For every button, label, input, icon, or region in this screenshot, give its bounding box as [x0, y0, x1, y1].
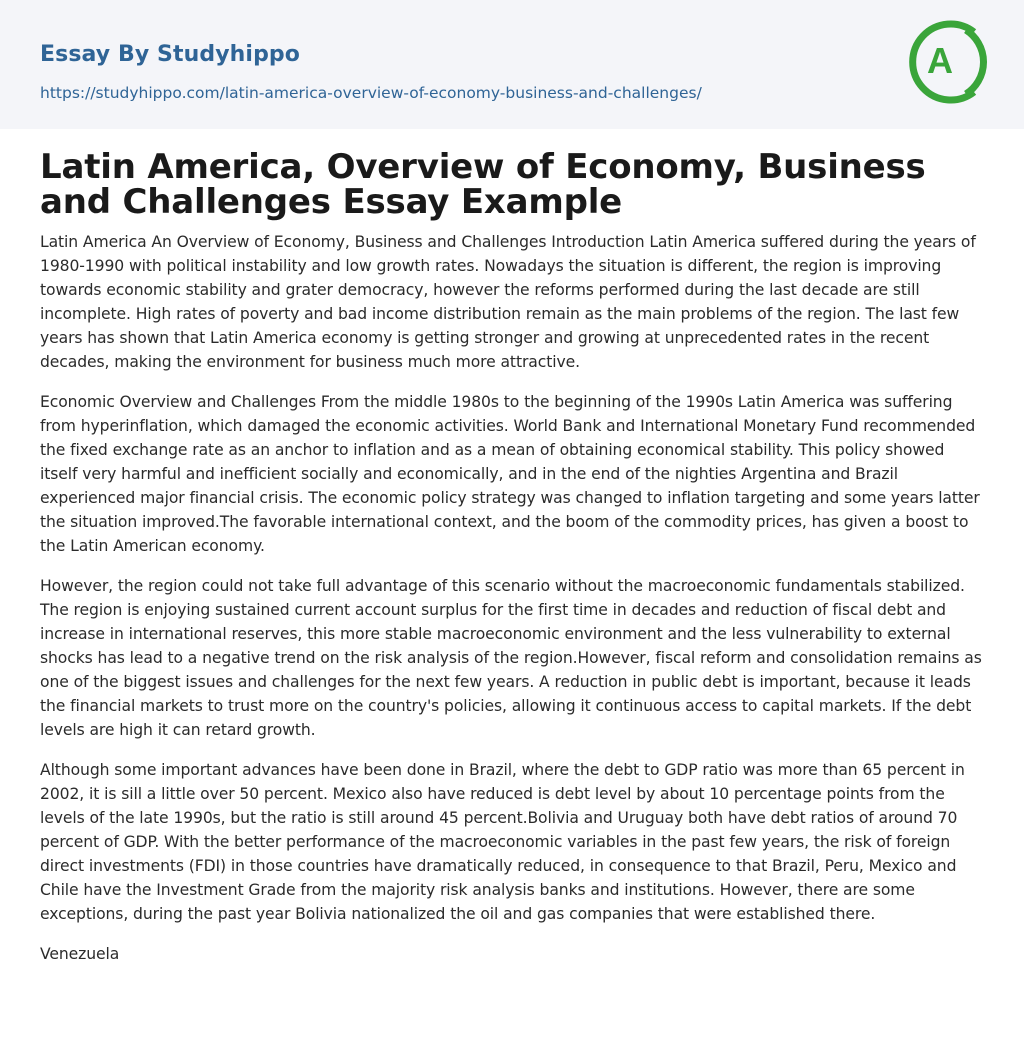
- paragraph: Economic Overview and Challenges From the middle 1980s to the beginning of the 1990s Latin America was suffering from hyperinflation, which damaged the economic activities. World Bank and International Monetary Fund recommended the fixed exchange rate as an anchor to inflation and as a mean of obtaining economical stability. This policy showed itself very harmful and inefficient socially and economically, and in the end of the nighties Argentina and Brazil experienced major financial crisis. The economic policy strategy was changed to inflation targeting and some years latter the situation improved.The favorable international context, and the boom of the commodity prices, has given a boost to the Latin American economy.: [40, 393, 980, 555]
- paragraph: Latin America An Overview of Economy, Business and Challenges Introduction Latin America suffered during the years of 1980-1990 with political instability and low growth rates. Nowadays the situation is different, the region is improving towards economic stability and grater democracy, however the reforms performed during the last decade are still incomplete. High rates of poverty and bad income distribution remain as the main problems of the region. The last few years has shown that Latin America economy is getting stronger and growing at unprecedented rates in the recent decades, making the environment for business much more attractive.: [40, 233, 976, 371]
- paragraph: However, the region could not take full advantage of this scenario without the macroeconomic fundamentals stabilized. The region is enjoying sustained current account surplus for the first time in decades and reduction of fiscal debt and increase in international reserves, this more stable macroeconomic environment and the less vulnerability to external shocks has lead to a negative trend on the risk analysis of the region.However, fiscal reform and consolidation remains as one of the biggest issues and challenges for the next few years. A reduction in public debt is important, because it leads the financial markets to trust more on the country's policies, allowing it continuous access to capital markets. If the debt levels are high it can retard growth.: [40, 577, 982, 739]
- article-title: Latin America, Overview of Economy, Business and Challenges Essay Example: [40, 147, 926, 222]
- logo-letter: A: [927, 40, 953, 81]
- paragraph: Although some important advances have been done in Brazil, where the debt to GDP ratio was more than 65 percent in 2002, it is sill a little over 50 percent. Mexico also have reduced is debt level by about 10 percentage points from the levels of the late 1990s, but the ratio is still around 45 percent.Bolivia and Uruguay both have debt ratios of around 70 percent of GDP. With the better performance of the macroeconomic variables in the past few years, the risk of foreign direct investments (FDI) in those countries have dramatically reduced, in consequence to that Brazil, Peru, Mexico and Chile have the Investment Grade from the majority risk analysis banks and institutions. However, there are some exceptions, during the past year Bolivia nationalized the oil and gas companies that were established there.: [40, 761, 965, 923]
- section-label: Venezuela: [40, 945, 120, 963]
- source-url-link[interactable]: https://studyhippo.com/latin-america-overview-of-economy-business-and-challenges/: [40, 84, 702, 102]
- article: [40, 147, 984, 982]
- brand-title[interactable]: Essay By Studyhippo: [40, 42, 300, 67]
- site-header: [0, 0, 1024, 129]
- studyhippo-logo-icon[interactable]: [904, 16, 992, 108]
